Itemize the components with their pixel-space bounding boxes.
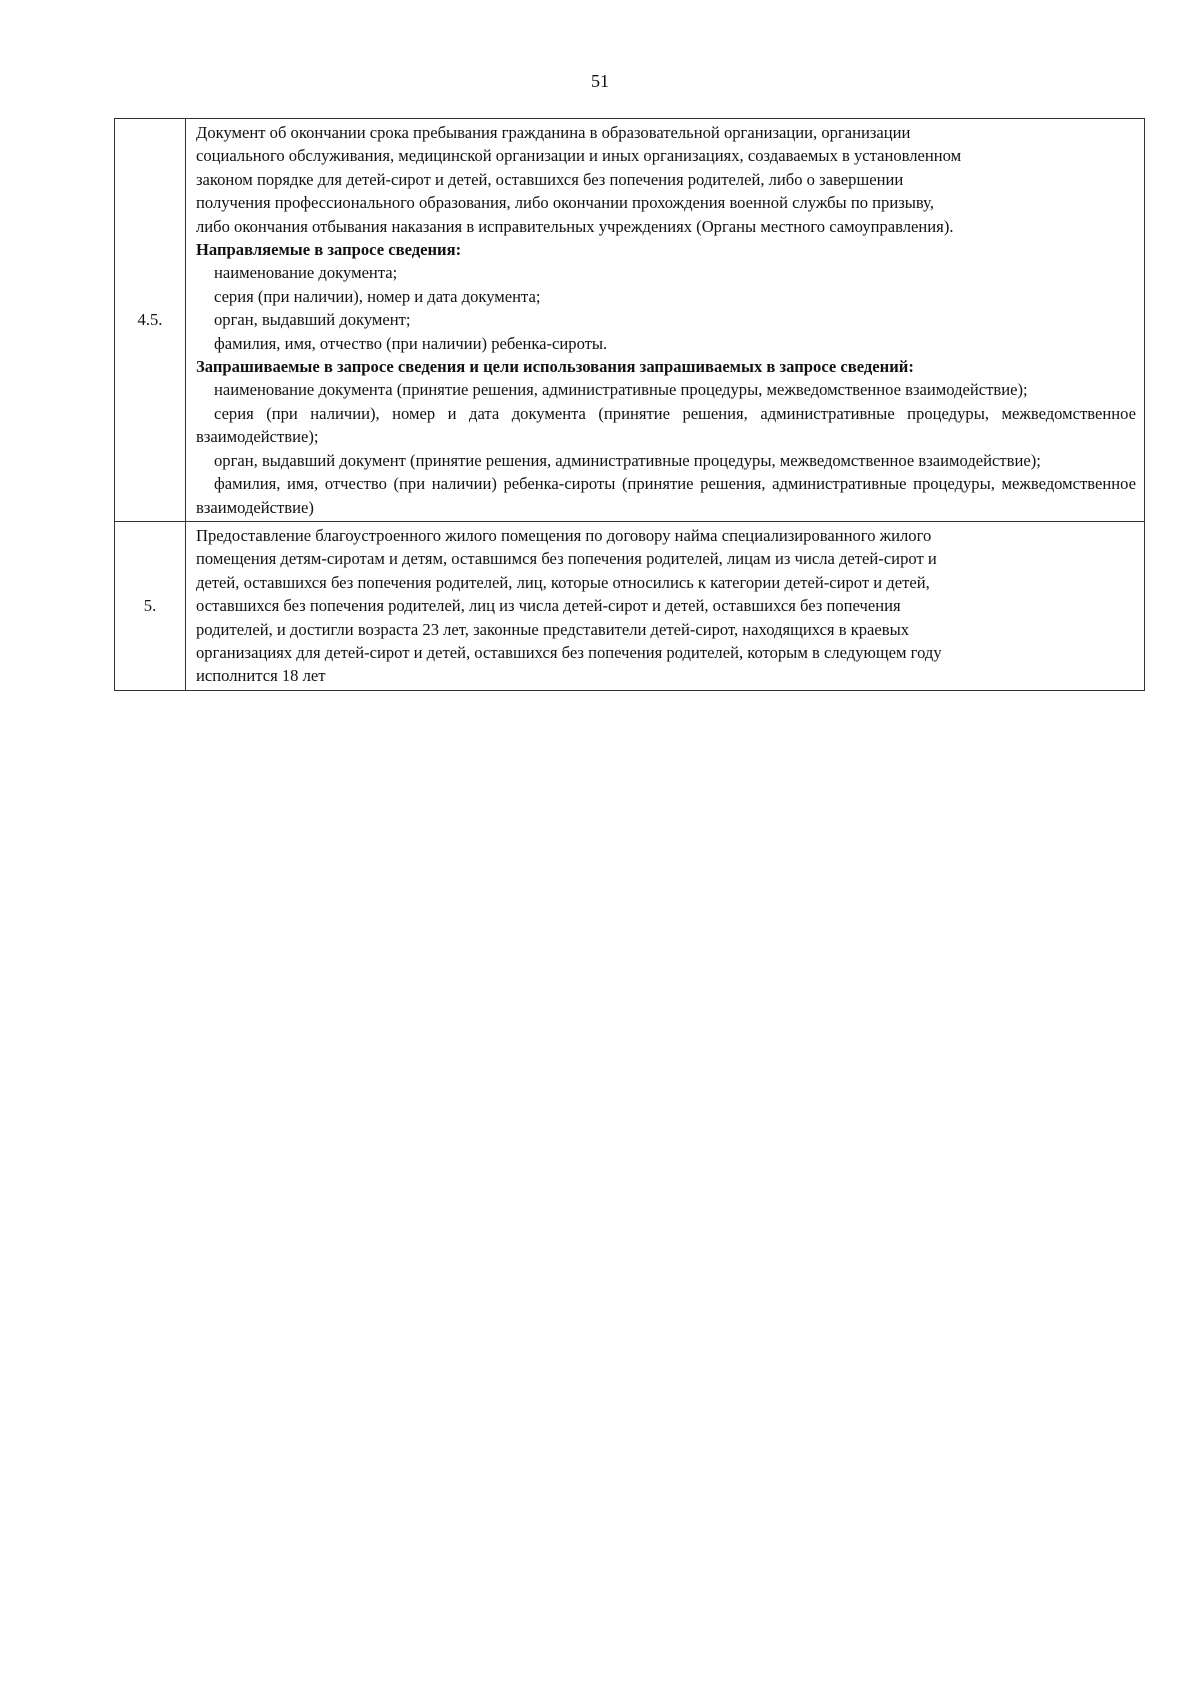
table-row-5 [115,521,1145,690]
service-description-line: родителей, и достигли возраста 23 лет, законные представители детей-сирот, находящихся в краевых [196,619,910,639]
service-description-line: помещения детям-сиротам и детям, оставшимся без попечения родителей, лицам из числа детей-сирот и [196,549,937,569]
page-number: 51 [591,71,609,91]
document-description-line: Документ об окончании срока пребывания гражданина в образовательной организации, организации [196,123,911,142]
sent-info-item: орган, выдавший документ; [214,310,411,330]
requested-info-item: фамилия, имя, отчество (при наличии) ребенка-сироты (принятие решения, административные процедуры, межведомственное взаимодействие) [196,474,1136,517]
row-number: 5. [115,521,186,690]
table-row-4-5 [115,119,1145,522]
service-description-line: Предоставление благоустроенного жилого помещения по договору найма специализированного жилого [196,525,932,545]
sent-info-heading: Направляемые в запросе сведения: [196,240,462,260]
sent-info-item: серия (при наличии), номер и дата документа; [214,286,541,306]
service-description-line: оставшихся без попечения родителей, лиц из числа детей-сирот и детей, оставшихся без попечения [196,596,901,616]
row-number: 4.5. [115,119,186,522]
service-description-line: организациях для детей-сирот и детей, оставшихся без попечения родителей, которым в следующем году [196,642,942,662]
requested-info-item: орган, выдавший документ (принятие решения, административные процедуры, межведомственное взаимодействие); [214,450,1041,470]
document-description-line: получения профессионального образования, либо окончании прохождения военной службы по призыву, [196,193,934,213]
service-description-line: исполнится 18 лет [196,666,326,686]
requested-info-item: серия (при наличии), номер и дата документа (принятие решения, административные процедуры, межведомственное взаимодействие); [196,403,1136,447]
requested-info-heading: Запрашиваемые в запросе сведения и цели использования запрашиваемых в запросе сведений: [196,357,914,377]
row-content [186,521,1145,690]
row-content [186,119,1145,522]
document-description-line: социального обслуживания, медицинской организации и иных организациях, создаваемых в установленном [196,146,962,166]
requested-info-item: наименование документа (принятие решения, административные процедуры, межведомственное взаимодействие); [214,380,1028,400]
document-description-line: либо окончания отбывания наказания в исправительных учреждениях (Органы местного самоуправления). [196,216,954,236]
document-description-line: законом порядке для детей-сирот и детей, оставшихся без попечения родителей, либо о завершении [196,169,904,189]
service-description-line: детей, оставшихся без попечения родителей, лиц, которые относились к категории детей-сирот и детей, [196,572,930,592]
sent-info-item: наименование документа; [214,263,398,283]
sent-info-item: фамилия, имя, отчество (при наличии) ребенка-сироты. [214,333,608,353]
services-table [114,118,1145,691]
